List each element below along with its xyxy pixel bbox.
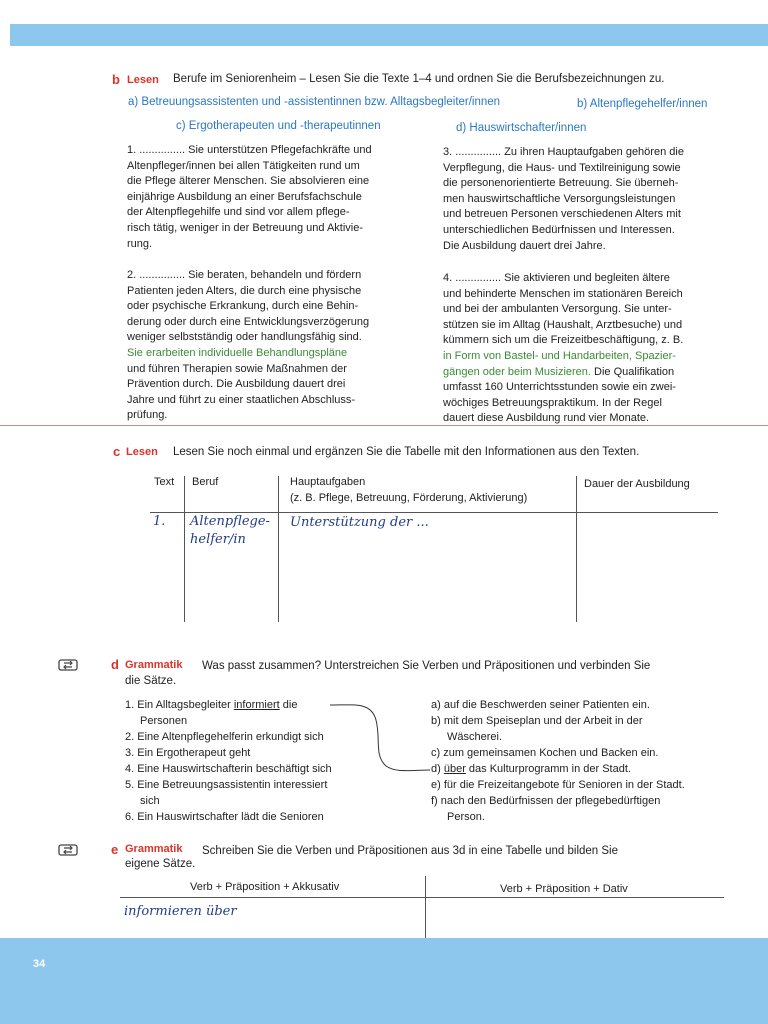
section-d-instruction: Was passt zusammen? Unterstreichen Sie Verben und Präpositionen und verbinden Sie [202,660,651,672]
exchange-icon [58,658,78,672]
text-3: 3. ............... Zu ihren Hauptaufgaben gehören die Verpflegung, die Haus- und Textilreinigung sowie die personenorientierte Betreuung. Sie überneh- men hauswirtschaftliche Versorgungsleistungen und betreuen Personen verschiedenen Alters mit unterschiedlichen Bedürfnissen und Interessen. Die Ausbildung dauert drei Jahre. [443,146,684,252]
text-2: 2. ............... Sie beraten, behandeln und fördern Patienten jeden Alters, die durch eine physische oder psychische Erkrankung, durch eine Behin- derung oder durch eine Entwicklungsverzögerung weniger selbstständig oder handlungsfähig sind. Sie erarbeiten individuelle Behandlungspläne und führen Therapien sowie Maßnahmen der Prävention durch. Die Ausbildung dauert drei Jahre und führt zu einer staatlichen Abschluss- prüfung. [127,269,370,422]
section-d-right-list: a) auf die Beschwerden seiner Patienten ein. b) mit dem Speiseplan und der Arbeit in der Wäscherei. c) zum gemeinsamen Kochen und Backen ein. d) über das Kulturprogramm in der Stadt. e) für die Freizeitangebote für Senioren in der Stadt. f) nach den Bedürfnissen der pflegebedürftigen Person. [431,699,685,823]
text-1: 1. ............... Sie unterstützen Pflegefachkräfte und Altenpfleger/innen bei allen Tätigkeiten rund um die Pflege älterer Menschen. Sie absolvieren eine einjährige Ausbildung an einer Berufsfachschule der Altenpflegehilfe und sind vor allem pflege- risch tätig, weniger in der Betreuung und Aktivie- rung. [127,144,372,250]
row1-beruf-line2: helfer/in [190,532,246,547]
option-b: b) Altenpflegehelfer/innen [577,98,708,110]
col-header-dauer: Dauer der Ausbildung [584,478,690,490]
table-e [120,876,724,938]
section-b-instruction: Berufe im Seniorenheim – Lesen Sie die Texte 1–4 und ordnen Sie die Berufsbezeichnungen zu. [173,73,665,85]
table-e-col-akkusativ: Verb + Präposition + Akkusativ [190,881,340,893]
col-header-hauptaufgaben: Hauptaufgaben [290,476,366,488]
section-b-letter: b [112,72,120,87]
bottom-color-bar [0,938,768,1024]
table-e-example: informieren über [124,904,237,919]
col-header-text: Text [154,476,175,488]
option-c: c) Ergotherapeuten und -therapeutinnen [176,120,381,132]
section-d-letter: d [111,657,119,672]
row1-beruf-line1: Altenpflege- [190,514,270,529]
text-4: 4. ............... Sie aktivieren und begleiten ältere und behinderte Menschen im stationären Bereich und bei der ambulanten Versorgung. Sie unter- stützen sie im Alltag (Haushalt, Arztbesuche) und kümmern sich um die Freizeitbeschäftigung, z. B. in Form von Bastel- und Handarbeiten, Spazier- gängen oder beim Musizieren. Die Qualifikation umfasst 160 Unterrichtsstunden sowie ein zwei- wöchiges Betreuungspraktikum. In der Regel dauert diese Ausbildung rund vier Monate. [443,272,684,425]
table-c-divider [278,476,279,622]
col-header-hauptaufgaben-sub: (z. B. Pflege, Betreuung, Förderung, Aktivierung) [290,492,528,504]
section-c-tag: Lesen [126,446,158,458]
section-d-left-list: 1. Ein Alltagsbegleiter informiert die Personen 2. Eine Altenpflegehelferin erkundigt sich 3. Ein Ergotherapeut geht 4. Eine Hauswirtschafterin beschäftigt sich 5. Eine Betreuungsassistentin interessiert sich 6. Ein Hauswirtschafter lädt die Senioren [125,699,332,823]
section-e-tag: Grammatik [125,843,183,855]
section-e-instruction: Schreiben Sie die Verben und Präpositionen aus 3d in eine Tabelle und bilden Sie [202,845,619,857]
section-e-letter: e [111,842,119,857]
page-number: 34 [33,958,46,970]
row1-number: 1. [153,514,166,529]
table-e-col-dativ: Verb + Präposition + Dativ [500,883,628,895]
connecting-line [326,700,436,780]
section-divider [0,425,768,426]
table-c-divider [576,476,577,622]
row1-hauptaufgaben: Unterstützung der ... [290,515,429,530]
section-c-letter: c [113,444,121,459]
section-e-instruction-2: eigene Sätze. [125,858,196,870]
table-c [150,474,718,624]
section-b-tag: Lesen [127,74,159,86]
option-d: d) Hauswirtschafter/innen [456,122,587,134]
section-d-tag: Grammatik [125,659,183,671]
table-e-divider [425,876,426,938]
exchange-icon [58,843,78,857]
col-header-beruf: Beruf [192,476,219,488]
table-c-header-line [150,512,718,513]
option-a: a) Betreuungsassistenten und -assistentinnen bzw. Alltagsbegleiter/innen [128,96,501,108]
table-c-divider [184,476,185,622]
table-e-header-line [120,897,724,898]
top-color-bar [10,24,768,46]
section-c-instruction: Lesen Sie noch einmal und ergänzen Sie die Tabelle mit den Informationen aus den Texten. [173,446,640,458]
section-d-instruction-2: die Sätze. [125,675,177,687]
